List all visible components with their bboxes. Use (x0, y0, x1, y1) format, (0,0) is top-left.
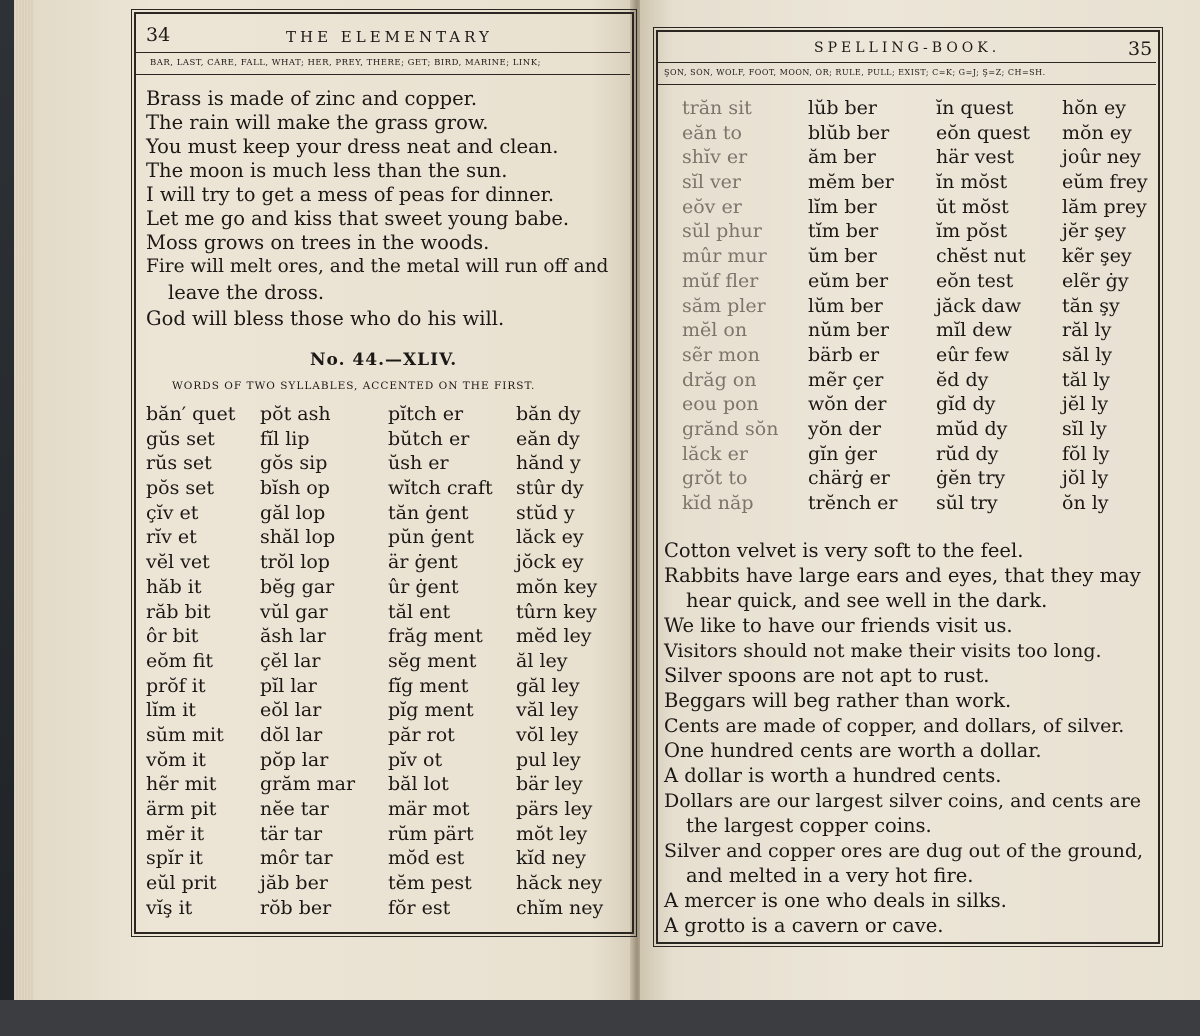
word: tĭm ber (808, 220, 879, 243)
word: eŏl lar (260, 699, 322, 722)
sentence: The moon is much less than the sun. (146, 159, 508, 182)
right-word-column-3 (936, 96, 1030, 516)
word: jĕl ly (1062, 393, 1109, 416)
sentence: Beggars will beg rather than work. (664, 689, 1012, 712)
word: ĭn mŏst (936, 171, 1008, 194)
sentence: Let me go and kiss that sweet young babe. (146, 207, 570, 230)
word: bärb er (808, 343, 880, 366)
word: hănd y (516, 452, 581, 475)
word: găl lop (260, 501, 326, 524)
word: eŭm frey (1062, 171, 1148, 194)
word: är ġent (388, 551, 458, 574)
word: ġĕn try (936, 467, 1006, 490)
word: mĕm ber (808, 171, 894, 194)
sentence: Fire will melt ores, and the metal will run off and (146, 256, 609, 277)
word: tûrn key (516, 600, 597, 623)
left-page-number: 34 (146, 24, 171, 46)
sentence: the largest copper coins. (686, 814, 932, 837)
sentence: hear quick, and see well in the dark. (686, 589, 1048, 612)
sentence: Dollars are our largest silver coins, and cents are (664, 790, 1142, 812)
word: här vest (936, 146, 1015, 169)
word: lĭm it (146, 699, 196, 722)
word: dŏl lar (260, 723, 323, 746)
sentence: A mercer is one who deals in silks. (664, 889, 1007, 912)
word: băn′ quet (146, 403, 236, 425)
word: chĕst nut (936, 245, 1026, 268)
word: bĭsh op (260, 477, 330, 500)
word: tăn şy (1062, 294, 1120, 317)
word: vŏm it (146, 748, 206, 771)
word: pĭg ment (388, 699, 474, 722)
word: lĭm ber (808, 195, 877, 218)
word: stûr dy (516, 477, 584, 500)
sentence: Silver spoons are not apt to rust. (664, 664, 990, 687)
sentence: Silver and copper ores are dug out of the ground, (664, 840, 1144, 862)
word: mŏd est (388, 847, 465, 870)
word: răl ly (1062, 319, 1112, 342)
word: joûr ney (1062, 146, 1141, 169)
word: jŏl ly (1062, 467, 1109, 490)
word: tăn ġent (388, 501, 469, 524)
word: jăck daw (936, 294, 1022, 317)
word: jŏck ey (516, 551, 584, 574)
word: băl lot (388, 773, 449, 796)
sentence: Brass is made of zinc and copper. (146, 87, 478, 110)
word: nĕe tar (260, 798, 329, 820)
word: môr tar (260, 847, 333, 870)
word: eŏm fit (146, 649, 214, 672)
left-key-rule (136, 74, 630, 75)
word: sĕg ment (388, 649, 477, 672)
word: shăl lop (260, 526, 336, 549)
word: lăm prey (1062, 195, 1147, 218)
sentence: Visitors should not make their visits too long. (664, 640, 1102, 662)
word: trĕnch er (808, 492, 898, 514)
word: sẽr mon (682, 343, 760, 366)
word: eŏv er (682, 195, 742, 218)
right-word-column-1 (682, 96, 778, 516)
word: ăl ley (516, 649, 568, 672)
word: pŭn ġent (388, 526, 474, 549)
word: gĭd dy (936, 393, 996, 416)
word: săl ly (1062, 343, 1113, 366)
word: chärġ er (808, 467, 890, 490)
word: pŏt ash (260, 403, 331, 425)
sentence: You must keep your dress neat and clean. (146, 135, 559, 158)
word: rŭm pärt (388, 822, 474, 845)
sentence: God will bless those who do his will. (146, 307, 505, 330)
word: mẽr çer (808, 368, 884, 391)
word: ăsh lar (260, 625, 326, 648)
word: pĭtch er (388, 403, 464, 425)
word: shĭv er (682, 146, 748, 169)
word: kĭd ney (516, 847, 587, 870)
word: mŏt ley (516, 822, 588, 845)
word: eŭl prit (146, 872, 217, 895)
left-pronunciation-key: BÄR, LȦST, CÂRE, FALL, WHAT; HẼR, PREY, THÊRE; ĠET; BÏRD, MARÏNE; LINK; (150, 58, 541, 68)
right-word-column-2 (808, 96, 897, 516)
word: ûr ġent (388, 575, 459, 598)
word: sŭl phur (682, 220, 762, 243)
sentence: One hundred cents are worth a dollar. (664, 739, 1042, 762)
word: mär mot (388, 798, 470, 820)
word: tär tar (260, 822, 323, 845)
word: jĕr şey (1062, 220, 1126, 243)
word: mĕr it (146, 822, 205, 845)
book-bottom-edge (0, 1000, 1200, 1036)
word: sĭl ver (682, 171, 742, 194)
word: pĭl lar (260, 674, 317, 697)
word: lăck ey (516, 526, 584, 549)
word: yŏn der (808, 417, 881, 440)
word: găl ley (516, 674, 580, 697)
word: grănd sŏn (682, 417, 779, 440)
word: hẽr mit (146, 773, 217, 796)
word: văl ley (516, 699, 579, 722)
word: sŭm mit (146, 723, 224, 746)
word: eŭm ber (808, 269, 889, 292)
word: pĭv ot (388, 748, 443, 771)
word: ŭt mŏst (936, 195, 1009, 218)
word: bĕg gar (260, 575, 335, 598)
word: blŭb ber (808, 121, 890, 144)
left-word-column-1 (146, 402, 235, 920)
word: bär ley (516, 773, 583, 796)
word: rŭs set (146, 452, 212, 475)
word: çĭv et (146, 501, 199, 524)
word: ĭm pŏst (936, 220, 1008, 243)
right-key-rule (658, 84, 1156, 85)
sentence: We like to have our friends visit us. (664, 614, 1013, 637)
word: mĕd ley (516, 625, 592, 648)
word: trăn sit (682, 97, 752, 119)
word: hŏn ey (1062, 97, 1126, 119)
word: fĭl lip (260, 427, 310, 450)
word: mĕl on (682, 319, 748, 342)
sentence: Moss grows on trees in the woods. (146, 231, 490, 254)
sentence: and melted in a very hot fire. (686, 864, 974, 887)
word: spĭr it (146, 847, 203, 870)
word: jăb ber (260, 872, 328, 895)
word: tĕm pest (388, 872, 472, 895)
word: lŭm ber (808, 294, 883, 317)
word: çĕl lar (260, 649, 321, 672)
word: ôr bit (146, 625, 199, 648)
word: sĭl ly (1062, 417, 1107, 440)
word: pul ley (516, 748, 581, 771)
word: kĭd năp (682, 492, 754, 514)
word: eûr few (936, 343, 1010, 366)
word: chĭm ney (516, 896, 604, 919)
word: lăck er (682, 442, 748, 465)
word: kẽr şey (1062, 245, 1132, 268)
word: grăm mar (260, 773, 356, 796)
word: gŭs set (146, 427, 215, 450)
word: săm pler (682, 294, 766, 317)
word: pŏs set (146, 477, 215, 500)
word: nŭm ber (808, 319, 890, 342)
word: mûr mur (682, 245, 767, 268)
word: elẽr ġy (1062, 269, 1129, 292)
sentence: A grotto is a cavern or cave. (664, 914, 944, 937)
word: eŏn quest (936, 121, 1030, 144)
word: drăg on (682, 368, 757, 391)
word: păr rot (388, 723, 455, 746)
right-header-rule (658, 62, 1156, 63)
word: wŏn der (808, 393, 887, 416)
word: prŏf it (146, 674, 206, 697)
sentence: Rabbits have large ears and eyes, that they may (664, 564, 1141, 587)
word: stŭd y (516, 501, 575, 524)
left-header-rule (136, 52, 630, 53)
word: grŏt to (682, 467, 748, 490)
left-word-column-4 (516, 402, 603, 920)
word: frăg ment (388, 625, 483, 648)
word: eŏn test (936, 269, 1014, 292)
word: tăl ent (388, 600, 451, 623)
left-word-column-2 (260, 402, 355, 920)
word: trŏl lop (260, 551, 330, 574)
right-page-number: 35 (1128, 38, 1153, 60)
lesson-subtitle: WORDS OF TWO SYLLABLES, ACCENTED ON THE FIRST. (172, 380, 536, 392)
word: pärs ley (516, 798, 593, 820)
word: pŏp lar (260, 748, 329, 771)
word: fĭg ment (388, 674, 469, 697)
word: ŏn ly (1062, 492, 1109, 514)
word: lŭb ber (808, 97, 878, 119)
sentence: Cents are made of copper, and dollars, of silver. (664, 715, 1125, 737)
word: mŏn ey (1062, 121, 1132, 144)
sentence: A dollar is worth a hundred cents. (664, 764, 1002, 787)
right-word-column-4 (1062, 96, 1148, 516)
left-running-head: THE ELEMENTARY (286, 28, 493, 46)
right-running-head: SPELLING-BOOK. (814, 40, 1001, 56)
word: fŏr est (388, 896, 451, 919)
right-pronunciation-key: ŞON, SÔN, WOLF, FOOT, MOON, ÔR; RULE, PULL; EXIST; C=K; Ġ=J; Ş=Z; CH=SH. (664, 68, 1046, 77)
word: ĭn quest (936, 97, 1014, 119)
left-word-column-3 (388, 402, 493, 920)
word: ŭsh er (388, 452, 449, 475)
word: vŭl gar (260, 600, 328, 623)
word: eăn dy (516, 427, 580, 450)
word: vĕl vet (146, 551, 210, 574)
word: ĕd dy (936, 368, 989, 391)
sentence: I will try to get a mess of peas for dinner. (146, 183, 555, 206)
word: sŭl try (936, 492, 998, 514)
word: gŏs sip (260, 452, 328, 475)
word: rŭd dy (936, 442, 999, 465)
word: vŏl ley (516, 723, 579, 746)
sentence: leave the dross. (168, 281, 325, 304)
word: mŭf fler (682, 269, 759, 292)
word: bŭtch er (388, 427, 470, 450)
word: fŏl ly (1062, 442, 1110, 465)
word: ăm ber (808, 146, 876, 169)
sentence: Cotton velvet is very soft to the feel. (664, 539, 1024, 562)
word: mŭd dy (936, 417, 1008, 440)
lesson-title: No. 44.—XLIV. (310, 350, 458, 370)
word: tăl ly (1062, 368, 1110, 391)
word: rŏb ber (260, 896, 332, 919)
word: eăn to (682, 121, 742, 144)
word: băn dy (516, 403, 581, 425)
sentence: The rain will make the grass grow. (146, 111, 489, 134)
word: hăck ney (516, 872, 602, 895)
word: hăb it (146, 575, 202, 598)
word: vĭş it (146, 896, 193, 919)
word: mĭl dew (936, 319, 1012, 342)
word: eou pon (682, 393, 759, 416)
word: ärm pit (146, 798, 217, 820)
word: rĭv et (146, 526, 197, 549)
word: răb bit (146, 600, 211, 623)
word: gĭn ġer (808, 442, 878, 465)
word: wĭtch craft (388, 477, 493, 500)
word: ŭm ber (808, 245, 877, 268)
word: mŏn key (516, 575, 598, 598)
